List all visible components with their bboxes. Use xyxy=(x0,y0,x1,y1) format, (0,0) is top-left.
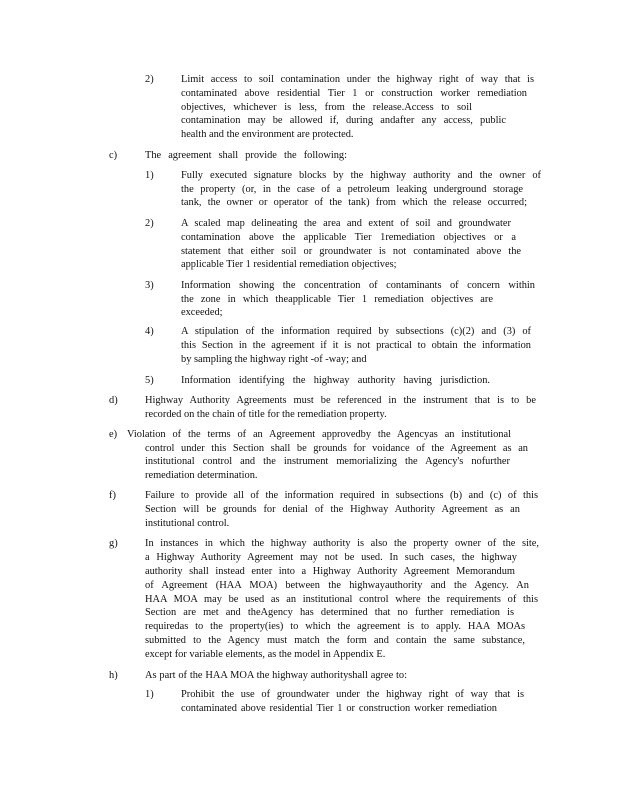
text-line: control under this Section shall be grounds for voidance of the Agreement as an xyxy=(145,443,528,454)
text-line: except for variable elements, as the model in Appendix E. xyxy=(145,649,386,660)
text-line: A stipulation of the information required by subsections (c)(2) and (3) of xyxy=(181,326,531,337)
section-intro: As part of the HAA MOA the highway authorityshall agree to: xyxy=(145,670,407,681)
item-marker: 2) xyxy=(145,218,154,229)
text-line: A scaled map delineating the area and extent of soil and groundwater xyxy=(181,218,511,229)
section-marker: h) xyxy=(109,670,118,681)
section-marker: d) xyxy=(109,395,118,406)
section-marker: c) xyxy=(109,150,118,161)
text-line: contamination above the applicable Tier 1remediation objectives or a xyxy=(181,232,516,243)
text-line: contamination may be allowed if, during andafter any access, public xyxy=(181,115,506,126)
text-line: tank, the owner or operator of the tank) from which the release occurred; xyxy=(181,197,527,208)
section-marker: g) xyxy=(109,538,118,549)
text-line: remediation determination. xyxy=(145,470,258,481)
text-line: In instances in which the highway authority is also the property owner of the site, xyxy=(145,538,539,549)
item-marker: 1) xyxy=(145,170,154,181)
text-line: Information showing the concentration of contaminants of concern within xyxy=(181,280,535,291)
text-line: by sampling the highway right -of -way; and xyxy=(181,354,367,365)
text-line: Prohibit the use of groundwater under the highway right of way that is xyxy=(181,689,524,700)
item-marker: 2) xyxy=(145,74,154,85)
item-marker: 5) xyxy=(145,375,154,386)
text-line: applicable Tier 1 residential remediation objectives; xyxy=(181,259,397,270)
text-line: authority shall instead enter into a Highway Authority Agreement Memorandum xyxy=(145,566,515,577)
text-line: Fully executed signature blocks by the highway authority and the owner of xyxy=(181,170,541,181)
text-line: Information identifying the highway authority having jurisdiction. xyxy=(181,375,490,386)
text-line: health and the environment are protected. xyxy=(181,129,354,140)
text-line: Section are met and theAgency has determined that no further remediation is xyxy=(145,607,514,618)
text-line: a Highway Authority Agreement may not be used. In such cases, the highway xyxy=(145,552,517,563)
text-line: contaminated above residential Tier 1 or construction worker remediation xyxy=(181,703,497,714)
text-line: Section will be grounds for denial of the Highway Authority Agreement as an xyxy=(145,504,520,515)
section-intro: The agreement shall provide the following: xyxy=(145,150,347,161)
item-marker: 3) xyxy=(145,280,154,291)
section-marker: e) xyxy=(109,429,118,440)
text-line: Highway Authority Agreements must be referenced in the instrument that is to be xyxy=(145,395,536,406)
text-line: institutional control and the instrument memorializing the Agency's nofurther xyxy=(145,456,510,467)
text-line: HAA MOA may be used as an institutional control where the requirements of this xyxy=(145,594,538,605)
text-line: objectives, whichever is less, from the release.Access to soil xyxy=(181,102,472,113)
text-line: Violation of the terms of an Agreement approvedby the Agencyas an institutional xyxy=(127,429,511,440)
text-line: the property (or, in the case of a petroleum leaking underground storage xyxy=(181,184,523,195)
text-line: institutional control. xyxy=(145,518,230,529)
text-line: the zone in which theapplicable Tier 1 remediation objectives are xyxy=(181,294,493,305)
text-line: Failure to provide all of the information required in subsections (b) and (c) of this xyxy=(145,490,538,501)
text-line: Limit access to soil contamination under the highway right of way that is xyxy=(181,74,534,85)
text-line: contaminated above residential Tier 1 or construction worker remediation xyxy=(181,88,527,99)
text-line: statement that either soil or groundwater is not contaminated above the xyxy=(181,246,521,257)
text-line: exceeded; xyxy=(181,307,223,318)
text-line: requiredas to the property(ies) to which the agreement is to apply. HAA MOAs xyxy=(145,621,525,632)
text-line: submitted to the Agency must match the form and contain the same substance, xyxy=(145,635,525,646)
item-marker: 4) xyxy=(145,326,154,337)
text-line: this Section in the agreement if it is not practical to obtain the information xyxy=(181,340,531,351)
text-line: of Agreement (HAA MOA) between the highwayauthority and the Agency. An xyxy=(145,580,529,591)
item-marker: 1) xyxy=(145,689,154,700)
section-marker: f) xyxy=(109,490,116,501)
text-line: recorded on the chain of title for the remediation property. xyxy=(145,409,387,420)
